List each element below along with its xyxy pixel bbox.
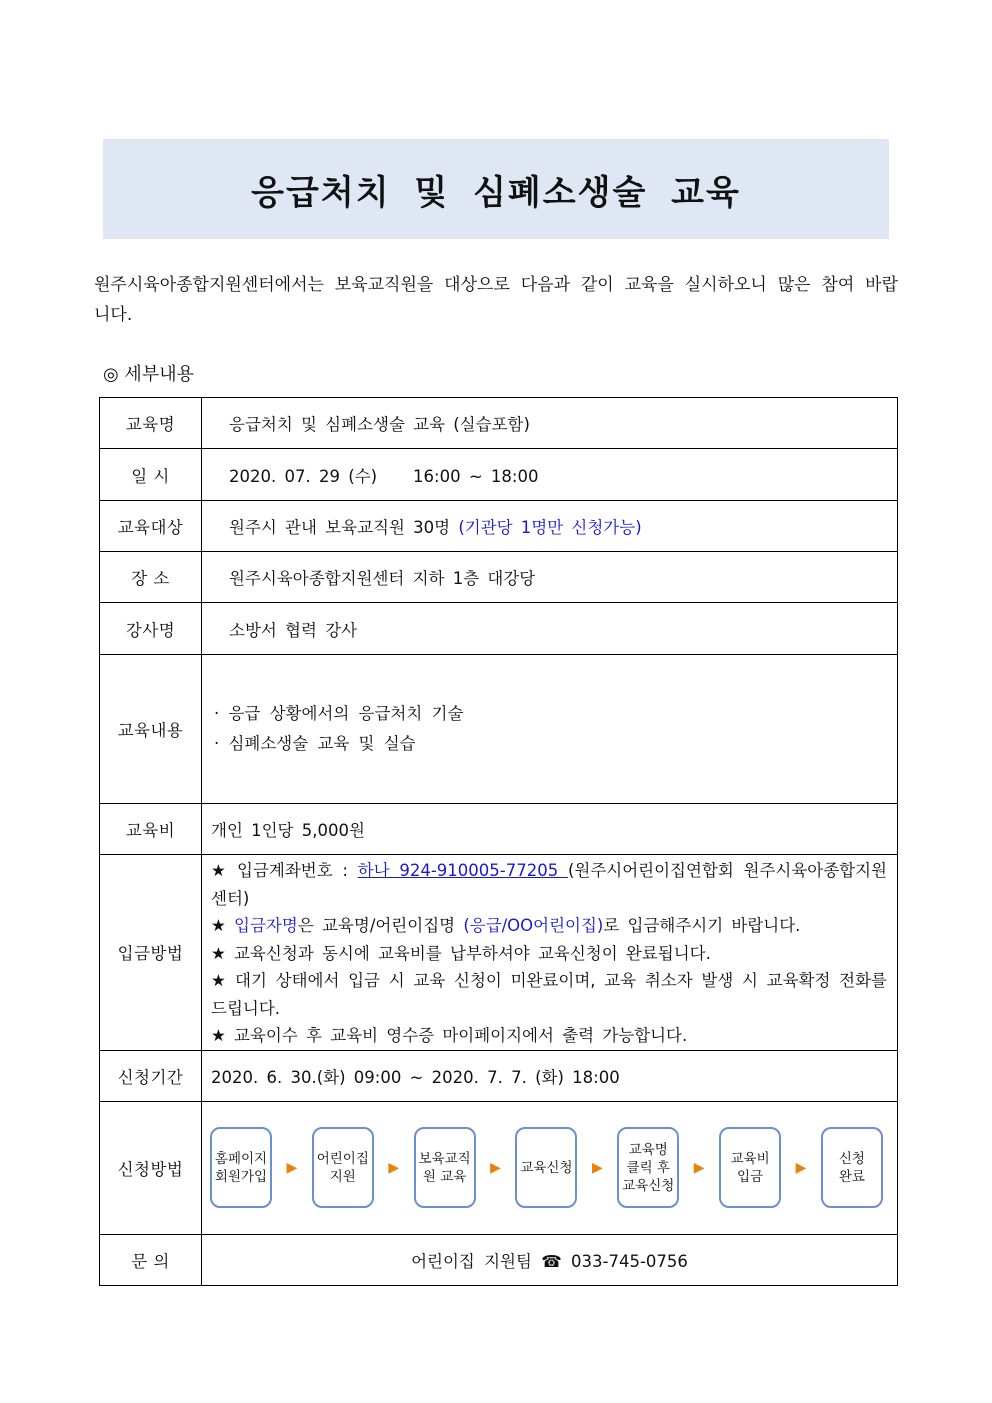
datetime-value [202, 449, 898, 501]
method-flow-cell [202, 1101, 898, 1234]
datetime-label: 일 시 [100, 449, 202, 501]
star-icon: ★ [211, 916, 235, 935]
payment-line-5: ★ 교육이수 후 교육비 영수증 마이페이지에서 출력 가능합니다. [211, 1026, 688, 1045]
payment-line-depositor [211, 912, 887, 940]
row-place [100, 552, 898, 603]
page-title: 응급처치 및 심폐소생술 교육 [251, 172, 741, 213]
contact-phone[interactable]: 033-745-0756 [571, 1251, 688, 1271]
details-table [99, 397, 898, 1286]
arrow-right-icon: ▶ [388, 1159, 400, 1176]
period-label: 신청기간 [100, 1050, 202, 1101]
step-label: 교육비 입금 [730, 1150, 770, 1185]
row-instructor [100, 603, 898, 655]
payment-line-account [211, 857, 887, 912]
row-fee [100, 804, 898, 855]
row-course [100, 398, 898, 449]
step-label: 신청 완료 [838, 1150, 865, 1185]
depositor-example: (응급/OO어린이집) [463, 916, 604, 935]
place-value: 원주시육아종합지원센터 지하 1층 대강당 [202, 552, 898, 603]
instructor-value: 소방서 협력 강사 [202, 603, 898, 655]
step-label: 어린이집 지원 [316, 1150, 369, 1185]
arrow-right-icon: ▶ [490, 1159, 501, 1176]
row-target [100, 501, 898, 552]
payment-details [202, 855, 898, 1051]
row-payment [100, 855, 898, 1051]
application-flow [202, 1127, 897, 1208]
row-datetime [100, 449, 898, 501]
phone-icon: ☎ [541, 1251, 562, 1271]
arrow-right-icon: ▶ [591, 1159, 603, 1176]
row-contact [100, 1234, 898, 1285]
row-method [100, 1101, 898, 1234]
content-item: · 응급 상황에서의 응급처치 기술 [214, 704, 464, 723]
fee-label: 교육비 [100, 804, 202, 855]
contact-value [202, 1234, 898, 1285]
content-list [202, 655, 898, 804]
payment-label: 입금방법 [100, 855, 202, 1051]
step-label: 홈페이지 회원가입 [214, 1150, 268, 1185]
course-label: 교육명 [100, 398, 202, 449]
instructor-label: 강사명 [100, 603, 202, 655]
flow-step-signup [210, 1127, 272, 1208]
fee-value: 개인 1인당 5,000원 [202, 804, 898, 855]
step-label: 교육명 클릭 후 교육신청 [622, 1141, 675, 1194]
period-value: 2020. 6. 30.(화) 09:00 ~ 2020. 7. 7. (화) 18:00 [202, 1050, 898, 1101]
depositor-end: 로 입금해주시기 바랍니다. [603, 916, 801, 935]
account-number[interactable]: 하나 924-910005-77205 [357, 861, 568, 880]
target-label: 교육대상 [100, 501, 202, 552]
flow-step-payment [719, 1127, 781, 1208]
title-banner [103, 139, 889, 239]
content-label: 교육내용 [100, 655, 202, 804]
row-content [100, 655, 898, 804]
section-label: ◎ 세부내용 [103, 364, 194, 385]
course-value: 응급처치 및 심폐소생술 교육 (실습포함) [202, 398, 898, 449]
payment-line-4: ★ 대기 상태에서 입금 시 교육 신청이 미완료이며, 교육 취소자 발생 시 교육확정 전화를 드립니다. [211, 971, 887, 1018]
intro-paragraph: 원주시육아종합지원센터에서는 보육교직원을 대상으로 다음과 같이 교육을 실시하오니 많은 참여 바랍니다. [94, 275, 898, 325]
flow-step-daycare-support [312, 1127, 374, 1208]
contact-team: 어린이집 지원팀 [411, 1251, 532, 1271]
step-label: 보육교직 원 교육 [418, 1150, 471, 1185]
contact-label: 문 의 [100, 1234, 202, 1285]
datetime-time: 16:00 ~ 18:00 [413, 466, 539, 486]
datetime-date: 2020. 07. 29 (수) [229, 466, 378, 486]
flow-step-staff-education [414, 1127, 476, 1208]
arrow-right-icon: ▶ [693, 1159, 705, 1176]
method-label: 신청방법 [100, 1101, 202, 1234]
arrow-right-icon: ▶ [286, 1159, 298, 1176]
target-value [202, 501, 898, 552]
flow-step-click-course [617, 1127, 679, 1208]
flow-step-apply [515, 1127, 577, 1208]
depositor-label: 입금자명 [234, 916, 298, 935]
target-note: (기관당 1명만 신청가능) [458, 518, 642, 537]
depositor-mid: 은 교육명/어린이집명 [297, 916, 464, 935]
flow-step-complete [821, 1127, 883, 1208]
content-item: · 심폐소생술 교육 및 실습 [214, 734, 416, 753]
target-text: 원주시 관내 보육교직원 30명 [229, 518, 451, 537]
payment-line-3: ★ 교육신청과 동시에 교육비를 납부하셔야 교육신청이 완료됩니다. [211, 943, 711, 963]
place-label: 장 소 [100, 552, 202, 603]
step-label: 교육신청 [520, 1159, 573, 1176]
arrow-right-icon: ▶ [795, 1159, 807, 1176]
account-prefix: ★ 입금계좌번호 : [211, 861, 358, 880]
account-holder: (원주시어린이집연합회 원주시육아종합지원센터) [211, 861, 887, 908]
row-period [100, 1050, 898, 1101]
